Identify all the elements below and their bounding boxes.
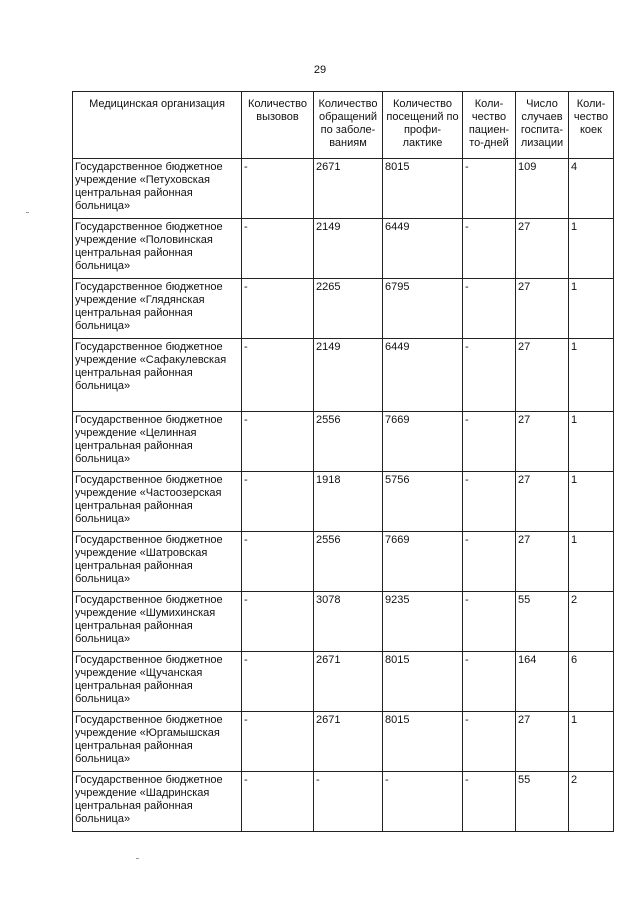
cell-beds: 1	[569, 712, 614, 772]
cell-visits: 6449	[383, 339, 463, 412]
cell-visits: 8015	[383, 159, 463, 219]
cell-beds: 1	[569, 412, 614, 472]
cell-beds: 1	[569, 279, 614, 339]
cell-hospitalizations: 27	[516, 472, 569, 532]
table-row	[73, 412, 614, 472]
cell-patient-days: -	[463, 772, 516, 832]
header-beds: Коли- чество коек	[569, 92, 614, 159]
cell-hospitalizations: 27	[516, 339, 569, 412]
table-row	[73, 712, 614, 772]
cell-patient-days: -	[463, 712, 516, 772]
header-hospitalizations: Число случаев госпита- лизации	[516, 92, 569, 159]
cell-hospitalizations: 27	[516, 279, 569, 339]
cell-organization: Государственное бюджетное учреждение «Глядянская центральная районная больница»	[73, 279, 242, 339]
cell-patient-days: -	[463, 652, 516, 712]
cell-patient-days: -	[463, 412, 516, 472]
cell-appeals: 2671	[314, 159, 383, 219]
cell-patient-days: -	[463, 592, 516, 652]
cell-appeals: 2556	[314, 532, 383, 592]
cell-beds: 2	[569, 592, 614, 652]
cell-patient-days: -	[463, 472, 516, 532]
table-row	[73, 772, 614, 832]
cell-beds: 1	[569, 472, 614, 532]
cell-patient-days: -	[463, 219, 516, 279]
table-row	[73, 592, 614, 652]
cell-calls: -	[242, 772, 314, 832]
cell-organization: Государственное бюджетное учреждение «Щучанская центральная районная больница»	[73, 652, 242, 712]
cell-appeals: 2671	[314, 712, 383, 772]
cell-calls: -	[242, 159, 314, 219]
table-header-row	[73, 92, 614, 159]
cell-organization: Государственное бюджетное учреждение «Частоозерская центральная районная больница»	[73, 472, 242, 532]
table-row	[73, 219, 614, 279]
cell-visits: 6795	[383, 279, 463, 339]
scan-speck	[26, 212, 29, 213]
cell-hospitalizations: 27	[516, 712, 569, 772]
cell-beds: 1	[569, 532, 614, 592]
cell-appeals: 2149	[314, 339, 383, 412]
cell-appeals: 2149	[314, 219, 383, 279]
cell-organization: Государственное бюджетное учреждение «Целинная центральная районная больница»	[73, 412, 242, 472]
cell-appeals: 2671	[314, 652, 383, 712]
table-row	[73, 159, 614, 219]
cell-visits: 7669	[383, 412, 463, 472]
scan-speck	[136, 858, 139, 859]
cell-visits: 6449	[383, 219, 463, 279]
cell-appeals: 2556	[314, 412, 383, 472]
cell-hospitalizations: 109	[516, 159, 569, 219]
cell-calls: -	[242, 532, 314, 592]
cell-calls: -	[242, 339, 314, 412]
cell-visits: 8015	[383, 712, 463, 772]
cell-patient-days: -	[463, 159, 516, 219]
cell-calls: -	[242, 652, 314, 712]
cell-visits: 8015	[383, 652, 463, 712]
cell-hospitalizations: 55	[516, 772, 569, 832]
cell-calls: -	[242, 279, 314, 339]
cell-beds: 1	[569, 219, 614, 279]
cell-visits: 9235	[383, 592, 463, 652]
cell-organization: Государственное бюджетное учреждение «Юргамышская центральная районная больница»	[73, 712, 242, 772]
table-row	[73, 472, 614, 532]
header-appeals: Количество обращений по заболе- ваниям	[314, 92, 383, 159]
cell-beds: 2	[569, 772, 614, 832]
header-patient-days: Коли- чество пациен- то-дней	[463, 92, 516, 159]
cell-hospitalizations: 27	[516, 412, 569, 472]
cell-appeals: 1918	[314, 472, 383, 532]
header-visits: Количество посещений по профи- лактике	[383, 92, 463, 159]
header-calls: Количество вызовов	[242, 92, 314, 159]
cell-organization: Государственное бюджетное учреждение «Сафакулевская центральная районная больница»	[73, 339, 242, 412]
cell-organization: Государственное бюджетное учреждение «Шадринская центральная районная больница»	[73, 772, 242, 832]
cell-hospitalizations: 27	[516, 532, 569, 592]
cell-beds: 6	[569, 652, 614, 712]
page-number: 29	[313, 64, 327, 76]
cell-calls: -	[242, 219, 314, 279]
cell-calls: -	[242, 472, 314, 532]
cell-beds: 1	[569, 339, 614, 412]
medical-organizations-table	[72, 91, 614, 832]
cell-organization: Государственное бюджетное учреждение «Половинская центральная районная больница»	[73, 219, 242, 279]
cell-patient-days: -	[463, 532, 516, 592]
cell-beds: 4	[569, 159, 614, 219]
cell-visits: 5756	[383, 472, 463, 532]
cell-hospitalizations: 55	[516, 592, 569, 652]
cell-organization: Государственное бюджетное учреждение «Петуховская центральная районная больница»	[73, 159, 242, 219]
cell-patient-days: -	[463, 339, 516, 412]
table-row	[73, 279, 614, 339]
cell-patient-days: -	[463, 279, 516, 339]
table-row	[73, 532, 614, 592]
cell-visits: -	[383, 772, 463, 832]
cell-organization: Государственное бюджетное учреждение «Шатровская центральная районная больница»	[73, 532, 242, 592]
cell-appeals: 3078	[314, 592, 383, 652]
cell-hospitalizations: 27	[516, 219, 569, 279]
header-organization: Медицинская организация	[73, 92, 242, 159]
cell-calls: -	[242, 712, 314, 772]
cell-calls: -	[242, 412, 314, 472]
cell-calls: -	[242, 592, 314, 652]
cell-appeals: 2265	[314, 279, 383, 339]
table-row	[73, 339, 614, 412]
cell-appeals: -	[314, 772, 383, 832]
table-row	[73, 652, 614, 712]
cell-hospitalizations: 164	[516, 652, 569, 712]
cell-visits: 7669	[383, 532, 463, 592]
cell-organization: Государственное бюджетное учреждение «Шумихинская центральная районная больница»	[73, 592, 242, 652]
